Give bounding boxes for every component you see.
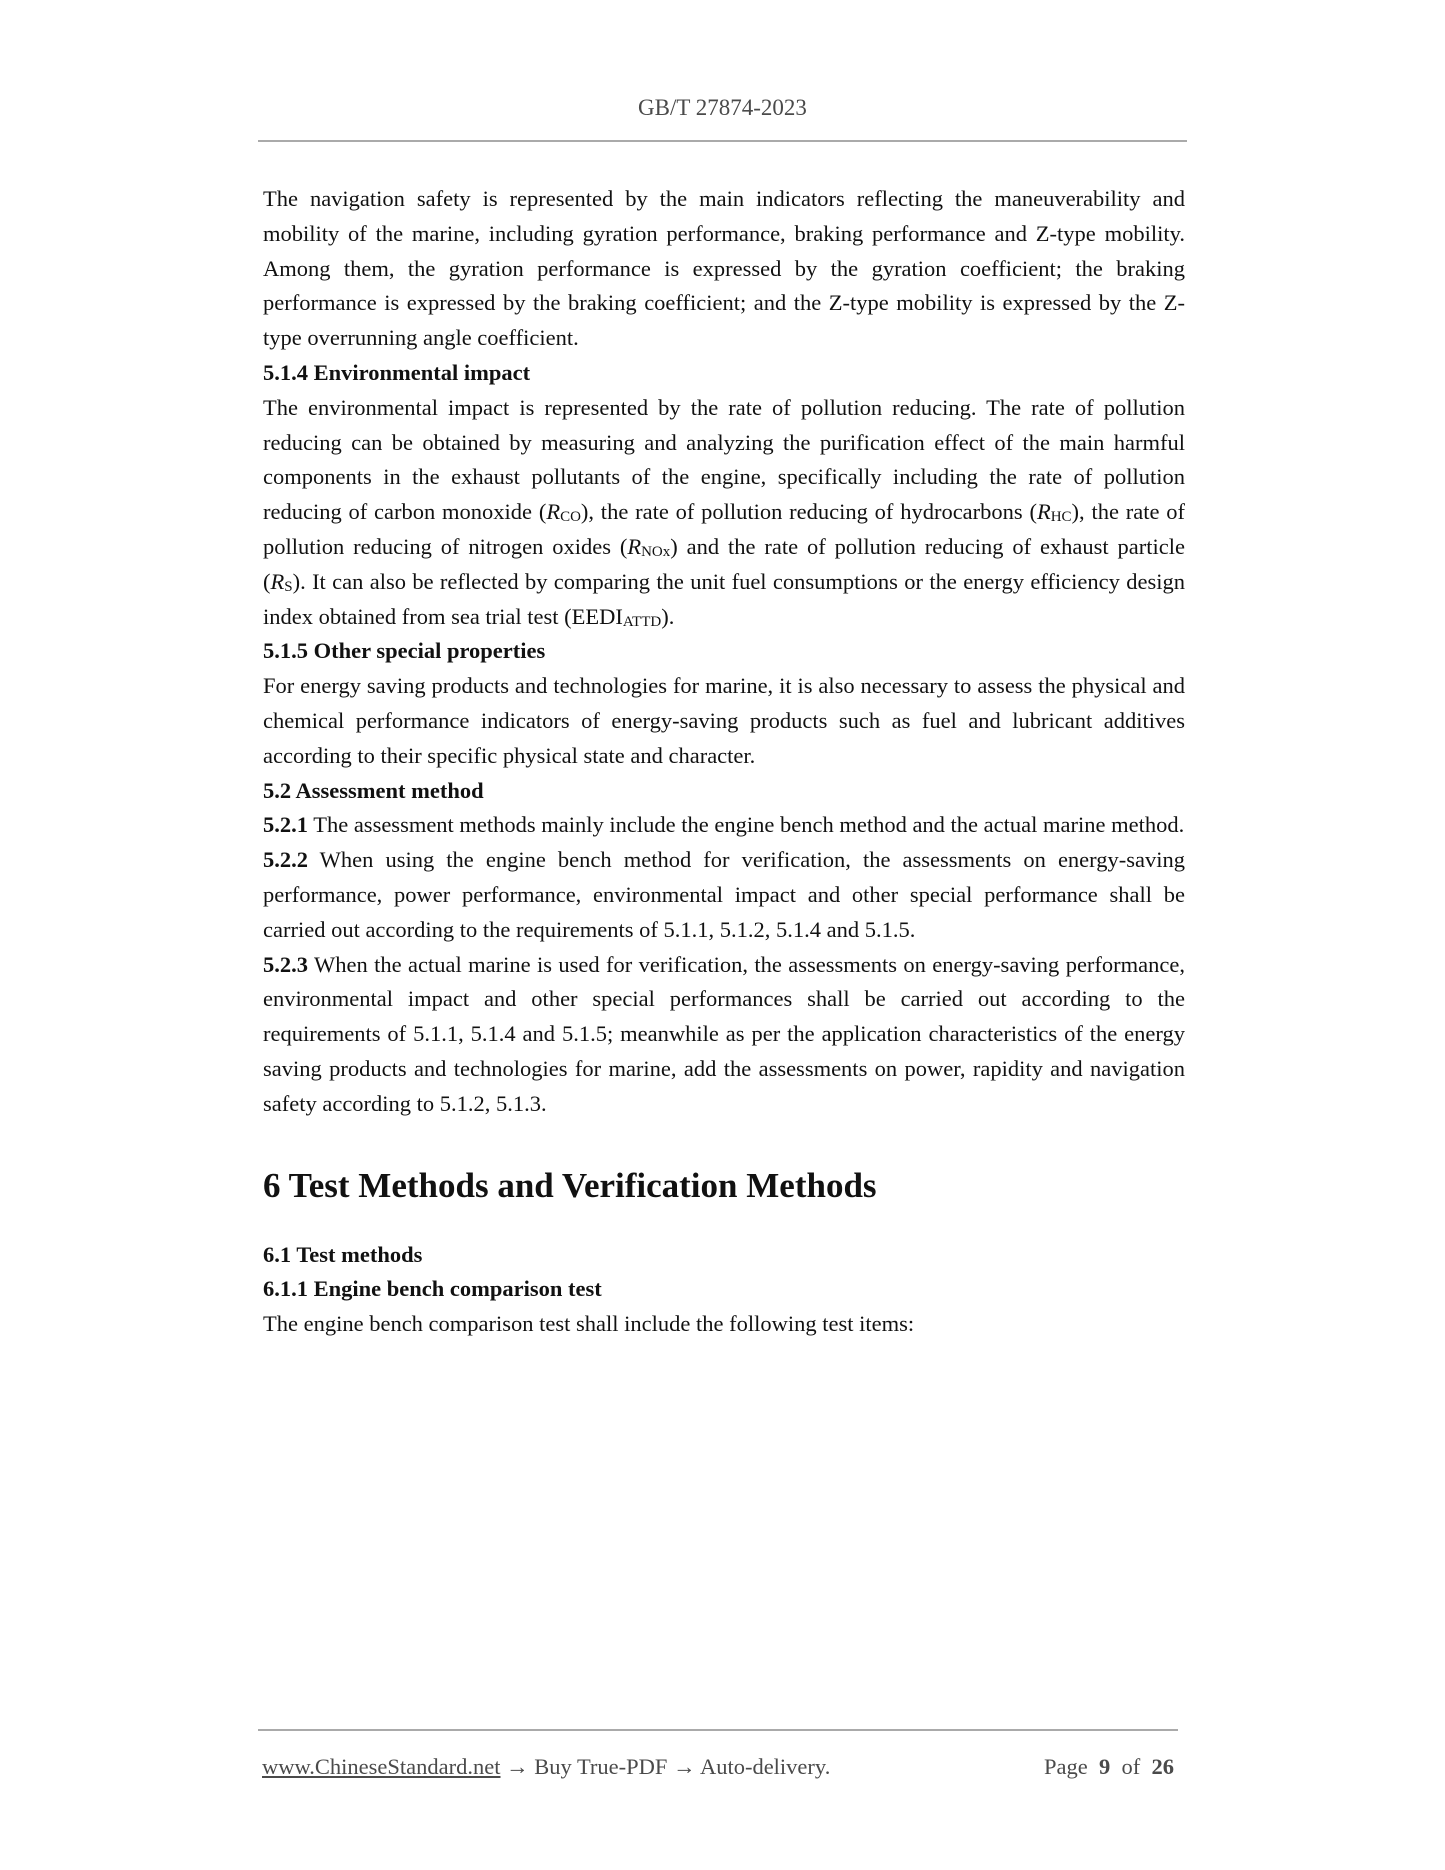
subscript-hc: HC [1050,509,1072,526]
clause-number: 5.2.2 [263,847,308,873]
text-run: ). It can also be reflected by comparing the unit fuel consumptions or the energy efficiency design index obtained from sea trial test (EEDI [263,568,1185,629]
subscript-nox: NOx [641,543,671,560]
document-code-header: GB/T 27874-2023 [638,95,807,120]
subscript-s: S [284,578,293,595]
symbol-r: R [627,533,642,559]
heading-6-1: 6.1 Test methods [263,1241,423,1267]
header-divider [258,140,1187,142]
paragraph-navigation-safety: The navigation safety is represented by the main indicators reflecting the maneuverability and mobility of the marine, including gyration performance, braking performance and Z-type mobility. Among them, the gyration performance is expressed by the gyration coefficient; the braking performance is expressed by the braking coefficient; and the Z-type mobility is expressed by the Z-type overrunning angle coefficient. [263,186,1185,351]
clause-text: The assessment methods mainly include the engine bench method and the actual marine method. [308,812,1185,838]
heading-6-1-1: 6.1.1 Engine bench comparison test [263,1276,602,1302]
auto-delivery-text: Auto-delivery. [695,1754,831,1779]
heading-section-6: 6 Test Methods and Verification Methods [263,1165,877,1205]
paragraph-5-2-2 [263,843,1185,947]
symbol-r: R [546,499,561,525]
paragraph-6-1-1: The engine bench comparison test shall include the following test items: [263,1311,915,1337]
clause-text: When using the engine bench method for verification, the assessments on energy-saving performance, power performance, environmental impact and other special performance shall be carried out according to the requirements of 5.1.1, 5.1.2, 5.1.4 and 5.1.5. [263,847,1185,942]
paragraph-environmental-impact [263,391,1185,635]
page-label: Page [1044,1754,1088,1779]
total-pages-number: 26 [1151,1754,1174,1779]
text-run: ), the rate of pollution reducing of nitrogen oxides ( [263,499,1185,559]
arrow-right-icon: → [673,1754,696,1779]
arrow-right-icon: → [506,1754,529,1779]
subscript-co: CO [560,509,581,526]
page-indicator [1044,1752,1174,1782]
website-link[interactable]: www.ChineseStandard.net [262,1754,501,1779]
heading-5-1-4: 5.1.4 Environmental impact [263,359,531,385]
symbol-r: R [1036,499,1051,525]
current-page-number: 9 [1099,1754,1111,1779]
page-content [263,182,1185,1342]
of-label: of [1121,1754,1141,1779]
text-run: ) and the rate of pollution reducing of exhaust particle ( [263,533,1186,594]
clause-text: When the actual marine is used for verification, the assessments on energy-saving performance, environmental impact and other special performances shall be carried out according to the requirements of 5.1.1, 5.1.4 and 5.1.5; meanwhile as per the application characteristics of the energy saving products and technologies for marine, add the assessments on power, rapidity and navigation safety according to 5.1.2, 5.1.3. [263,951,1185,1116]
paragraph-5-2-3 [263,948,1185,1122]
clause-number: 5.2.3 [263,951,308,977]
heading-5-2: 5.2 Assessment method [263,777,484,803]
text-run: The environmental impact is represented by the rate of pollution reducing. The rate of pollution reducing can be obtained by measuring and analyzing the purification effect of the main harmful components in the exhaust pollutants of the engine, specifically including the rate of pollution reducing of carbon monoxide ( [263,394,1185,525]
footer-promo [262,1752,830,1782]
footer-divider [258,1729,1178,1731]
paragraph-other-properties: For energy saving products and technologies for marine, it is also necessary to assess the physical and chemical performance indicators of energy-saving products such as fuel and lubricant additives according to their specific physical state and character. [263,673,1185,768]
buy-true-pdf-text: Buy True-PDF [528,1754,674,1779]
symbol-r: R [270,568,285,594]
text-run: ). [661,603,675,629]
subscript-attd: ATTD [622,613,662,630]
paragraph-5-2-1 [263,808,1185,843]
page-footer [262,1752,1174,1782]
text-run: ), the rate of pollution reducing of hydrocarbons ( [580,499,1037,525]
heading-5-1-5: 5.1.5 Other special properties [263,638,546,664]
clause-number: 5.2.1 [263,812,308,838]
